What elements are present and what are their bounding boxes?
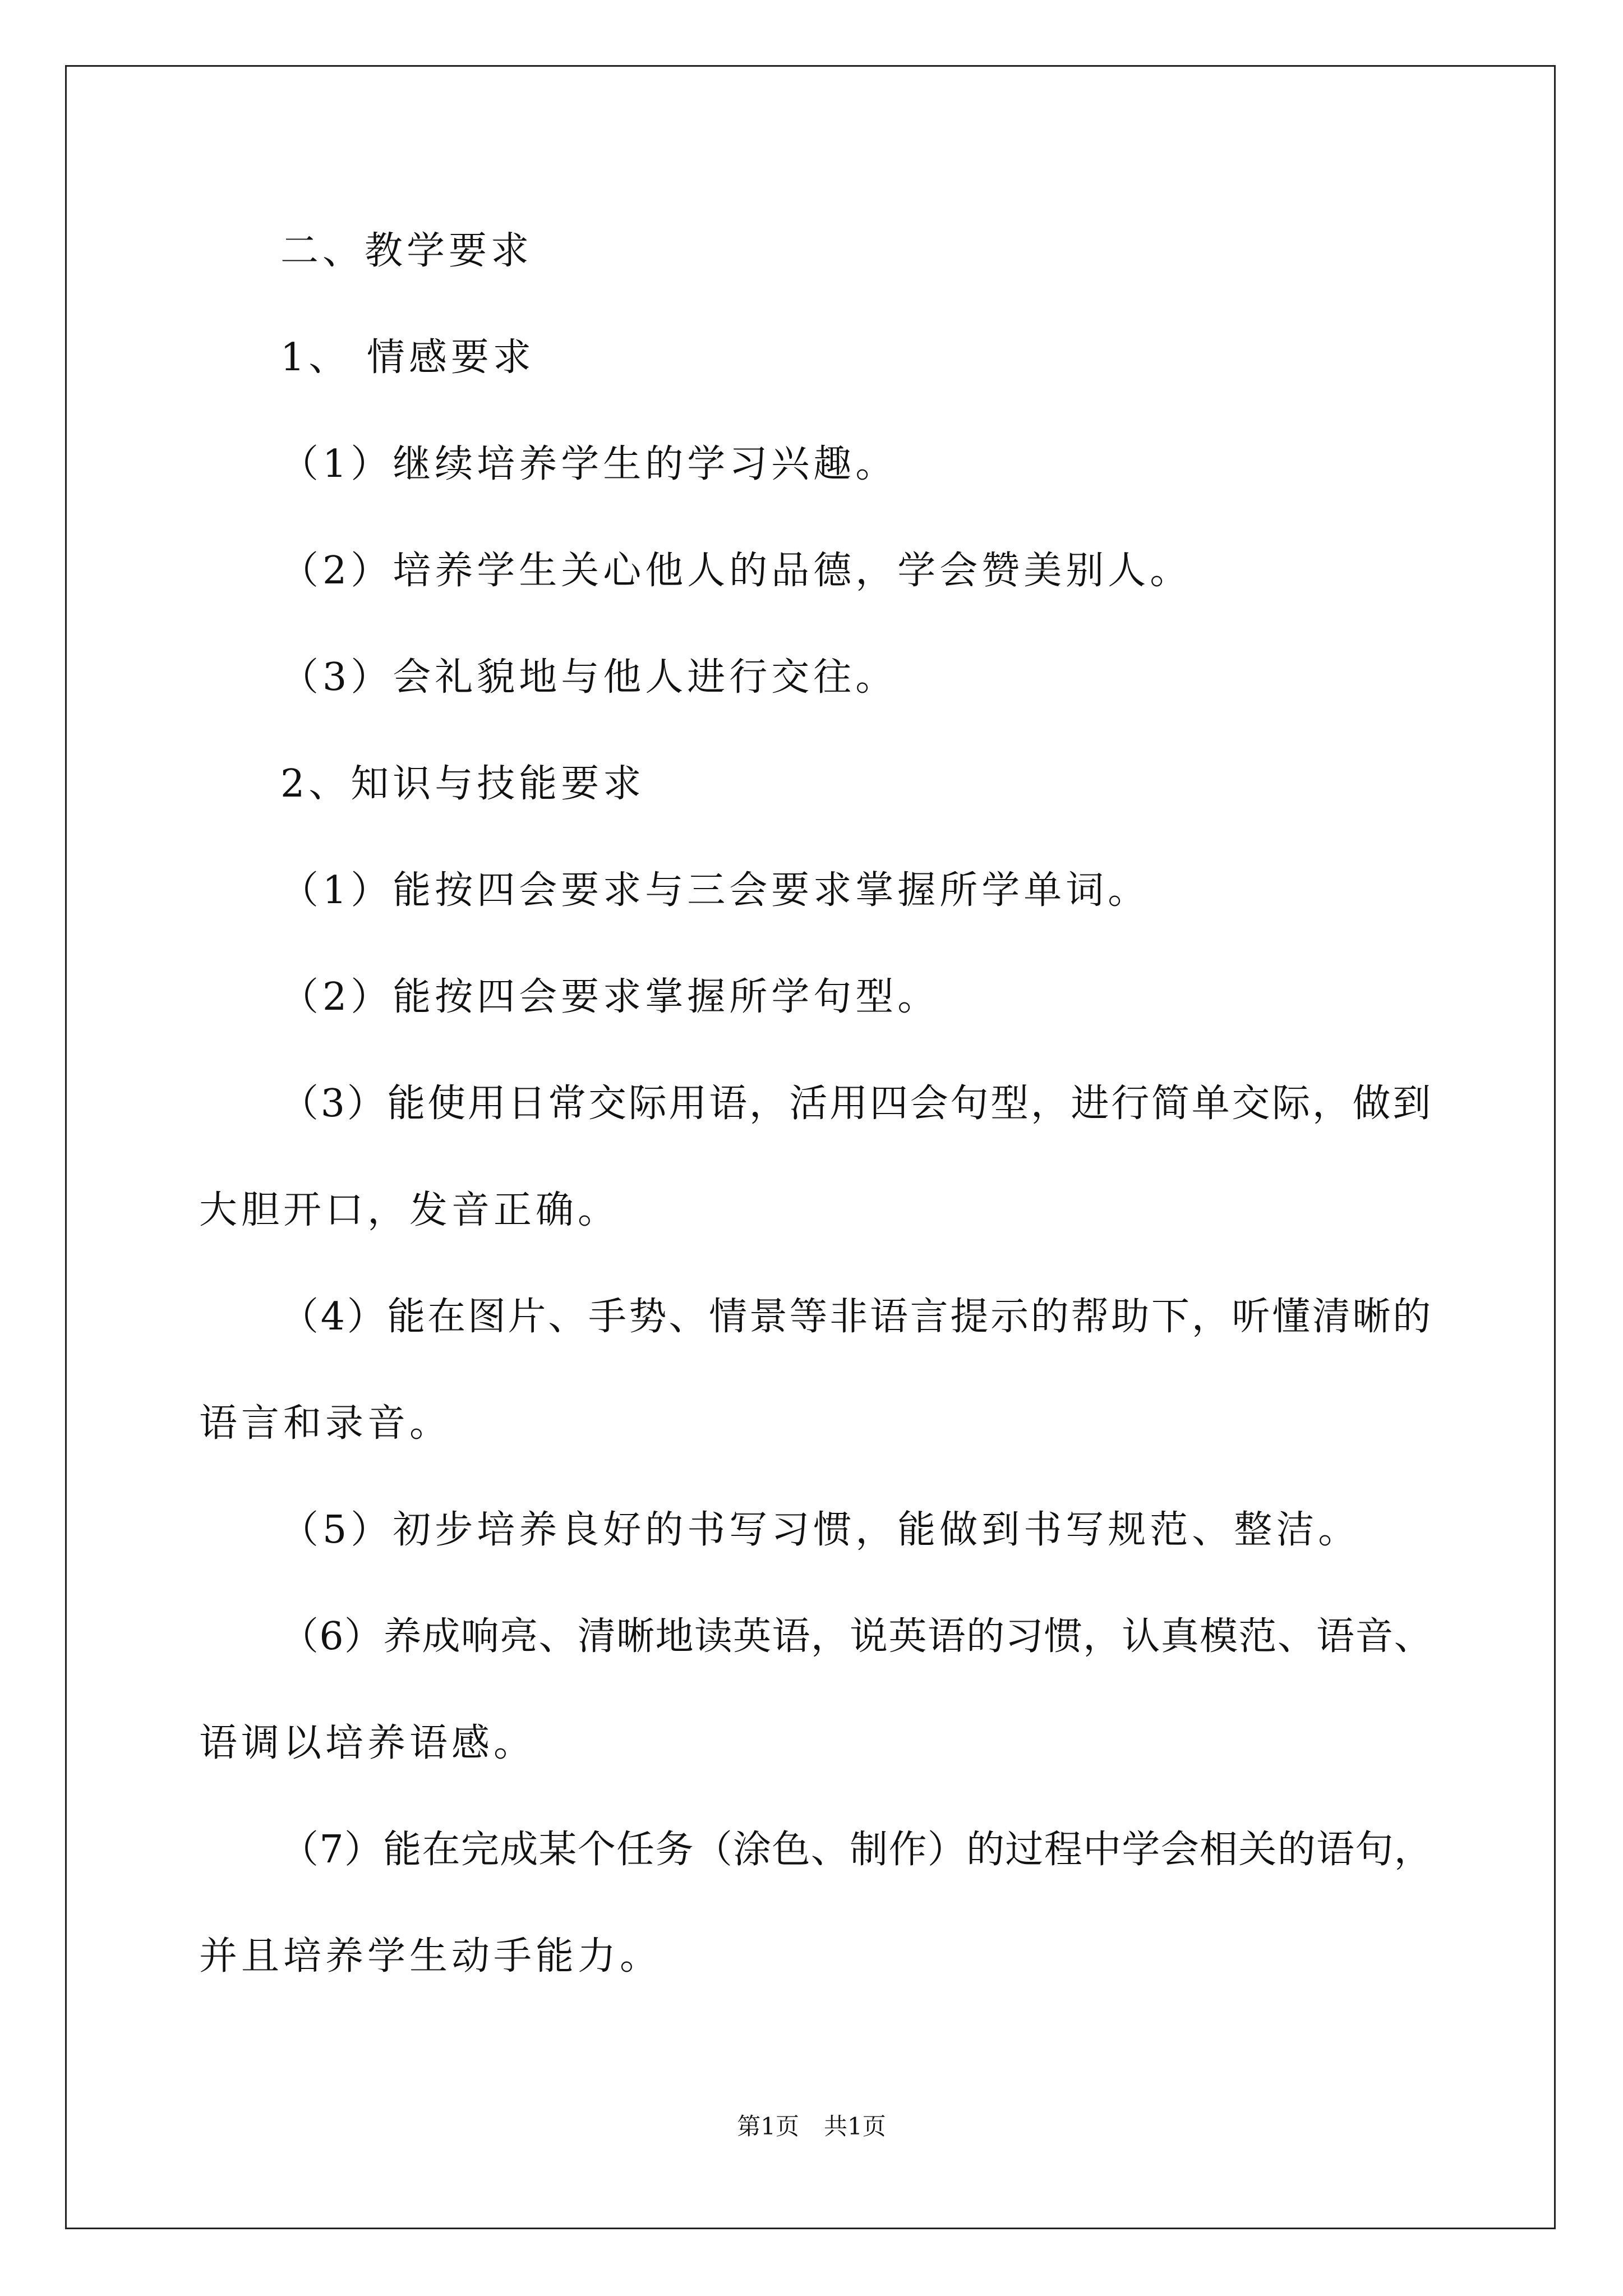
page-border	[65, 65, 1556, 2229]
paragraph-line-continued: 并且培养学生动手能力。	[199, 1934, 662, 1978]
paragraph-line: （4）能在图片、手势、情景等非语言提示的帮助下，听懂清晰的	[280, 1295, 1433, 1339]
paragraph-line: （5）初步培养良好的书写习惯，能做到书写规范、整洁。	[280, 1508, 1361, 1552]
section-heading: 二、教学要求	[280, 229, 533, 273]
paragraph-line-continued: 大胆开口，发音正确。	[199, 1188, 620, 1232]
paragraph-line: （1）能按四会要求与三会要求掌握所学单词。	[280, 868, 1150, 913]
paragraph-line: （1）继续培养学生的学习兴趣。	[280, 442, 898, 486]
subsection-heading-emotion: 1、 情感要求	[280, 335, 535, 380]
paragraph-line: （3）会礼貌地与他人进行交往。	[280, 655, 898, 700]
page-number-total: 共1页	[824, 2113, 886, 2140]
subsection-heading-knowledge: 2、知识与技能要求	[280, 762, 645, 806]
paragraph-line: （2）培养学生关心他人的品德，学会赞美别人。	[280, 549, 1192, 593]
paragraph-line: （6）养成响亮、清晰地读英语，说英语的习惯，认真模范、语音、	[280, 1614, 1433, 1659]
page-footer	[0, 2113, 1623, 2141]
paragraph-line: （7）能在完成某个任务（涂色、制作）的过程中学会相关的语句，	[280, 1828, 1433, 1872]
page-number-current: 第1页	[737, 2113, 799, 2140]
paragraph-line: （3）能使用日常交际用语，活用四会句型，进行简单交际，做到	[280, 1082, 1433, 1126]
paragraph-line-continued: 语调以培养语感。	[199, 1721, 536, 1765]
paragraph-line: （2）能按四会要求掌握所学句型。	[280, 975, 940, 1019]
paragraph-line-continued: 语言和录音。	[199, 1401, 452, 1446]
